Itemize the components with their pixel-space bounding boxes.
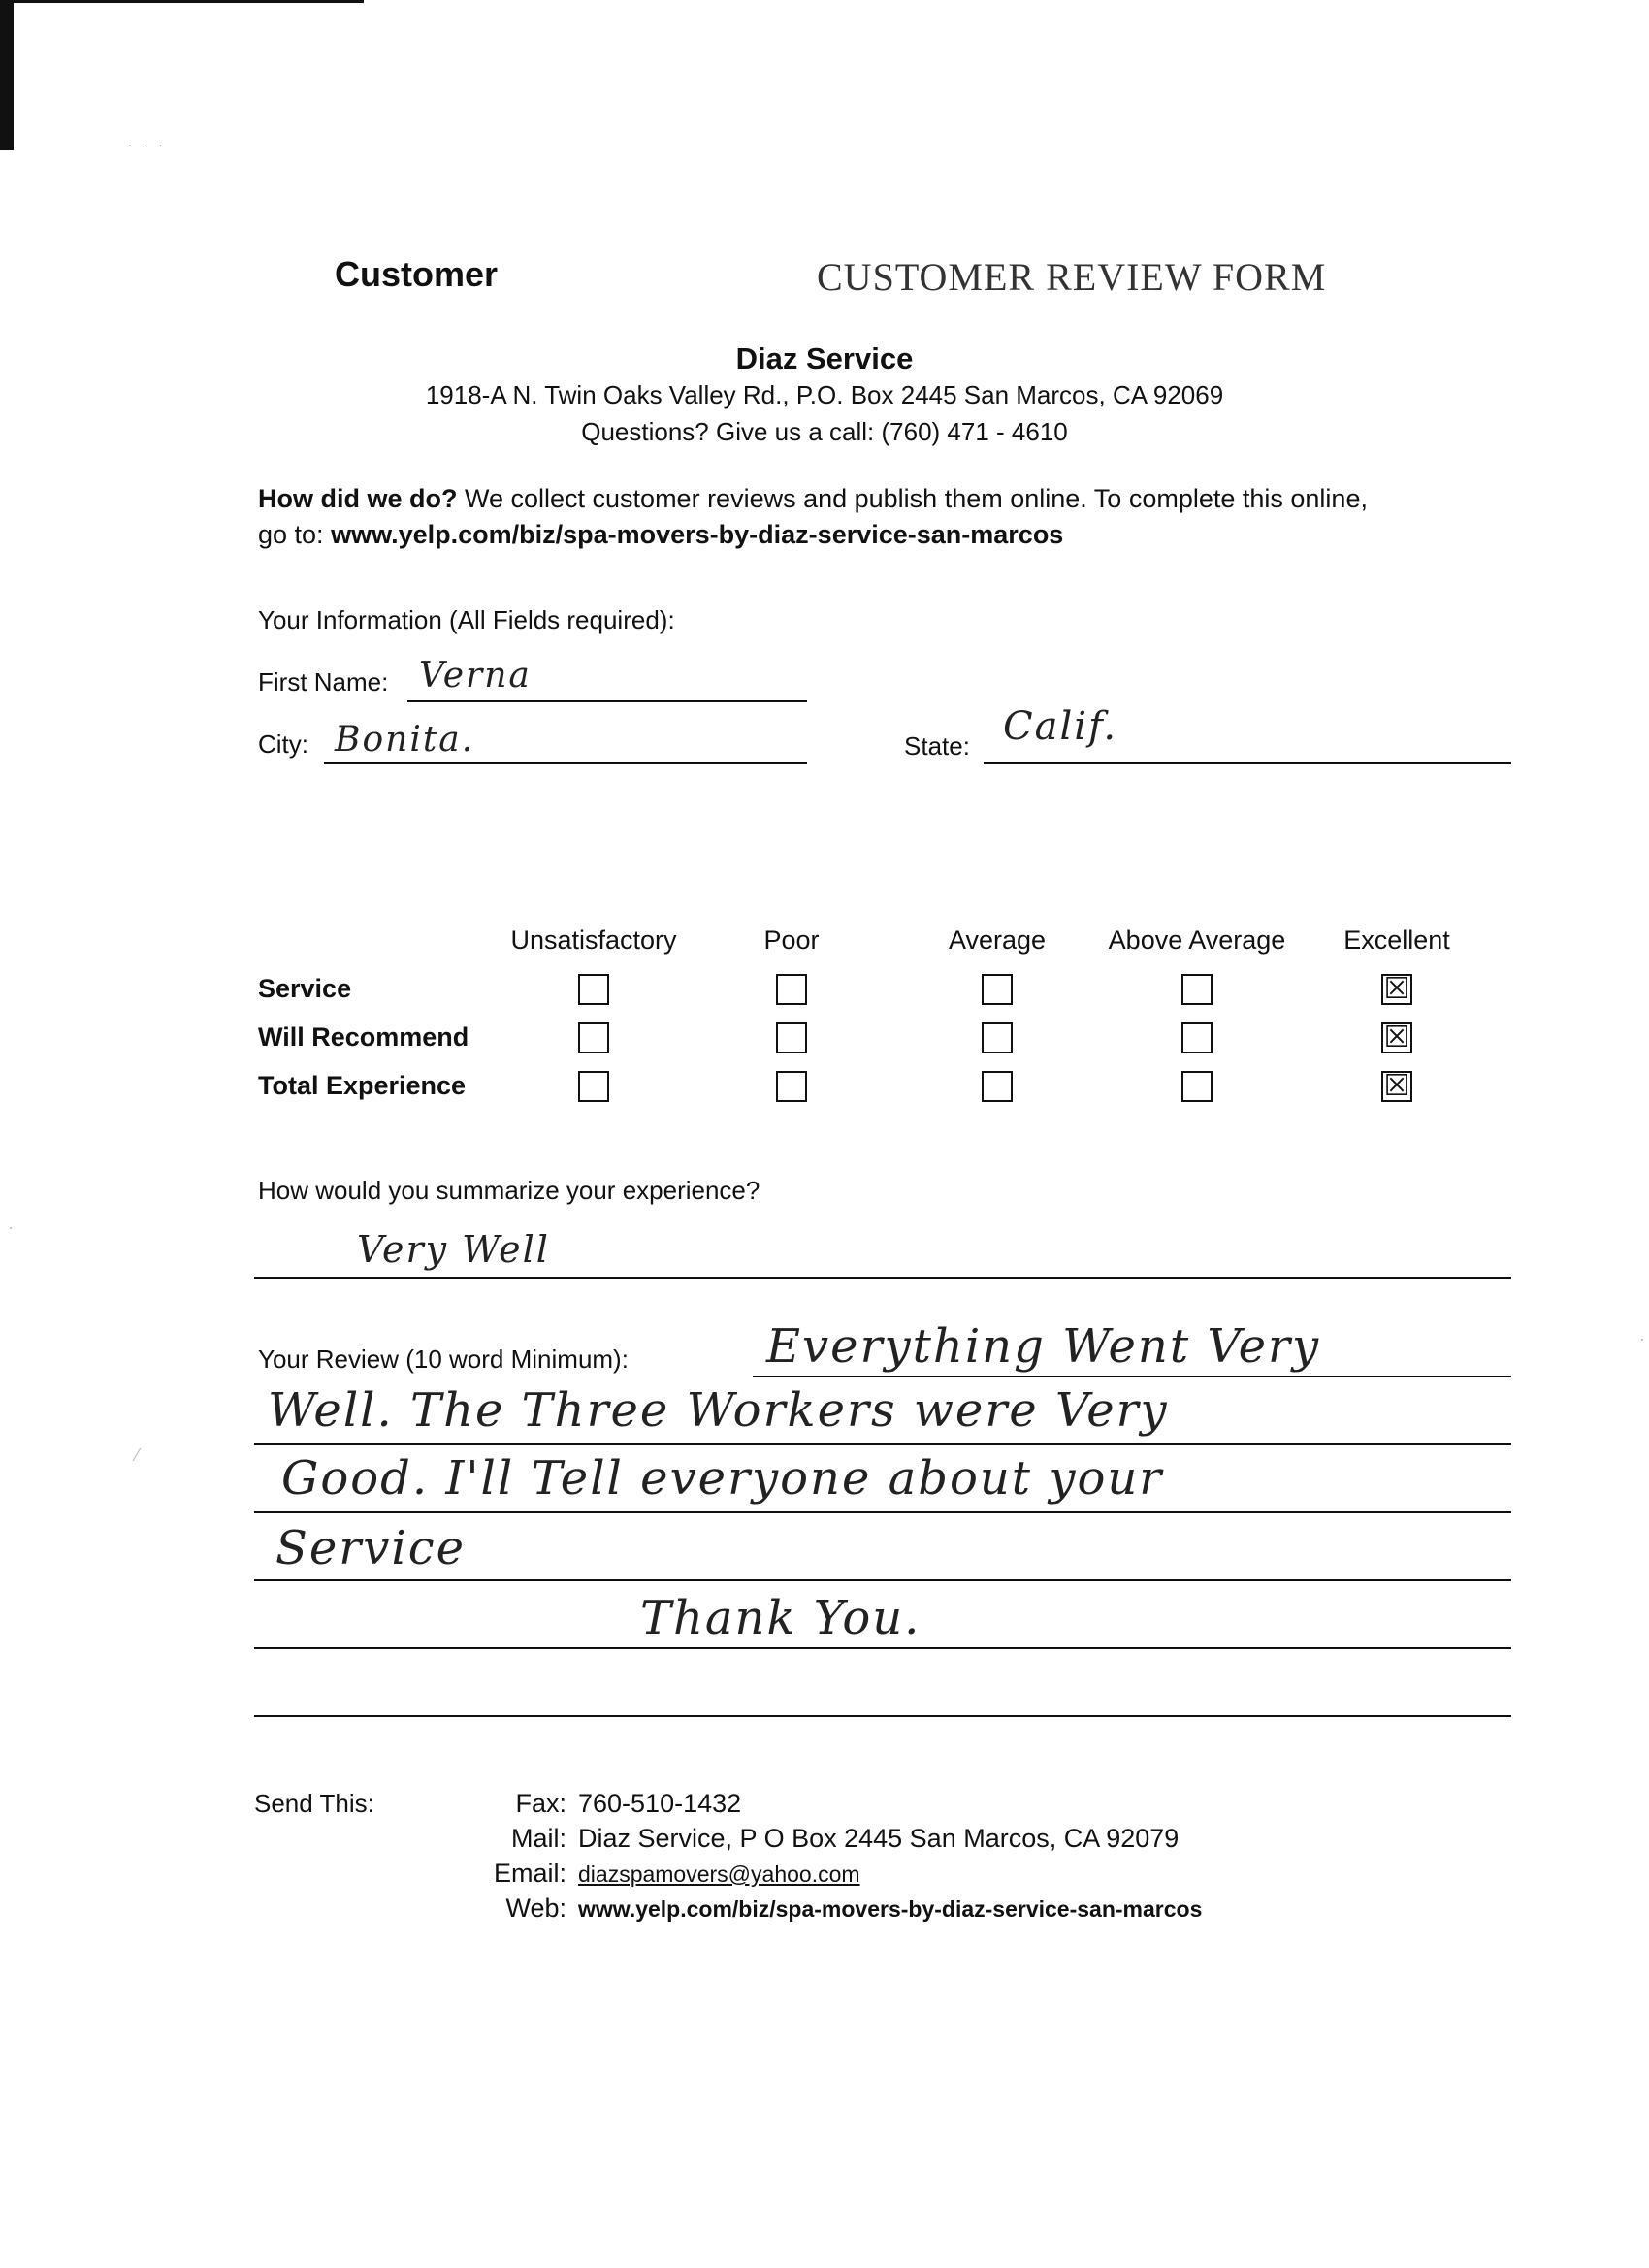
recommend-poor-checkbox[interactable] xyxy=(776,1022,807,1053)
scan-border-top xyxy=(0,0,364,3)
customer-label: Customer xyxy=(335,254,499,294)
review-line-4 xyxy=(254,1579,1511,1581)
experience-average-checkbox[interactable] xyxy=(982,1071,1013,1102)
recommend-excellent-checkbox[interactable]: ☒ xyxy=(1381,1022,1412,1053)
rating-header-excellent: Excellent xyxy=(1343,925,1450,955)
scan-specks: . . . xyxy=(128,134,167,149)
intro-text: We collect customer reviews and publish them online. To complete this online, go to: xyxy=(258,484,1368,549)
rating-header-above-average: Above Average xyxy=(1108,925,1286,955)
web-label: Web: xyxy=(505,1894,566,1923)
info-heading: Your Information (All Fields required): xyxy=(258,605,675,634)
review-line-2 xyxy=(254,1443,1511,1445)
summary-answer[interactable]: Very Well xyxy=(357,1228,550,1271)
review-text-line-1[interactable]: Everything Went Very xyxy=(766,1319,1321,1374)
scan-speck: · xyxy=(8,1217,14,1237)
rating-header-average: Average xyxy=(948,925,1047,955)
city-label: City: xyxy=(258,729,308,759)
first-name-label: First Name: xyxy=(258,667,389,697)
rating-row-total-experience: Total Experience xyxy=(258,1071,467,1100)
first-name-line xyxy=(407,700,807,702)
intro-paragraph xyxy=(258,481,1403,553)
fax-label: Fax: xyxy=(515,1789,566,1818)
rating-row-will-recommend: Will Recommend xyxy=(258,1022,469,1052)
mail-value: Diaz Service, P O Box 2445 San Marcos, CA 92079 xyxy=(578,1824,1180,1853)
service-unsatisfactory-checkbox[interactable] xyxy=(578,974,609,1005)
rating-row-service: Service xyxy=(258,974,352,1003)
review-text-line-4[interactable]: Service xyxy=(275,1521,466,1575)
review-label: Your Review (10 word Minimum): xyxy=(258,1345,629,1374)
recommend-unsatisfactory-checkbox[interactable] xyxy=(578,1022,609,1053)
service-excellent-checkbox[interactable]: ☒ xyxy=(1381,974,1412,1005)
review-line-1 xyxy=(753,1376,1511,1377)
company-address: 1918-A N. Twin Oaks Valley Rd., P.O. Box 2445 San Marcos, CA 92069 xyxy=(425,380,1224,409)
review-text-line-3[interactable]: Good. I'll Tell everyone about your xyxy=(281,1451,1164,1506)
recommend-average-checkbox[interactable] xyxy=(982,1022,1013,1053)
service-above-average-checkbox[interactable] xyxy=(1181,974,1212,1005)
rating-header-unsatisfactory: Unsatisfactory xyxy=(510,925,677,955)
mail-label: Mail: xyxy=(510,1824,566,1853)
form-title: CUSTOMER REVIEW FORM xyxy=(817,255,1327,299)
email-label: Email: xyxy=(493,1859,566,1888)
send-label: Send This: xyxy=(254,1789,374,1818)
intro-url[interactable]: www.yelp.com/biz/spa-movers-by-diaz-service-san-marcos xyxy=(331,520,1064,549)
scan-speck: ⁄ xyxy=(136,1445,140,1465)
first-name-value[interactable]: Verna xyxy=(419,656,532,696)
review-text-line-2[interactable]: Well. The Three Workers were Very xyxy=(268,1383,1169,1438)
city-value[interactable]: Bonita. xyxy=(335,720,475,760)
state-value[interactable]: Calif. xyxy=(1003,704,1118,749)
service-poor-checkbox[interactable] xyxy=(776,974,807,1005)
company-name: Diaz Service xyxy=(735,341,914,375)
review-line-3 xyxy=(254,1511,1511,1513)
summary-question: How would you summarize your experience? xyxy=(258,1176,760,1205)
review-line-5 xyxy=(254,1647,1511,1649)
rating-header-poor: Poor xyxy=(763,925,820,955)
experience-above-average-checkbox[interactable] xyxy=(1181,1071,1212,1102)
scan-border-left xyxy=(0,0,14,150)
review-text-line-5[interactable]: Thank You. xyxy=(640,1591,922,1645)
experience-excellent-checkbox[interactable]: ☒ xyxy=(1381,1071,1412,1102)
state-line xyxy=(984,762,1511,764)
company-phone: Questions? Give us a call: (760) 471 - 4610 xyxy=(581,417,1068,446)
experience-poor-checkbox[interactable] xyxy=(776,1071,807,1102)
web-link[interactable]: www.yelp.com/biz/spa-movers-by-diaz-service-san-marcos xyxy=(578,1896,1203,1922)
experience-unsatisfactory-checkbox[interactable] xyxy=(578,1071,609,1102)
recommend-above-average-checkbox[interactable] xyxy=(1181,1022,1212,1053)
service-average-checkbox[interactable] xyxy=(982,974,1013,1005)
state-label: State: xyxy=(904,731,970,761)
intro-lead: How did we do? xyxy=(258,484,458,513)
city-line xyxy=(324,762,807,764)
scan-speck: · xyxy=(1639,1329,1645,1348)
summary-line xyxy=(254,1277,1511,1279)
review-line-6 xyxy=(254,1715,1511,1717)
email-link[interactable]: diazspamovers@yahoo.com xyxy=(578,1862,860,1887)
fax-value: 760-510-1432 xyxy=(578,1789,742,1818)
